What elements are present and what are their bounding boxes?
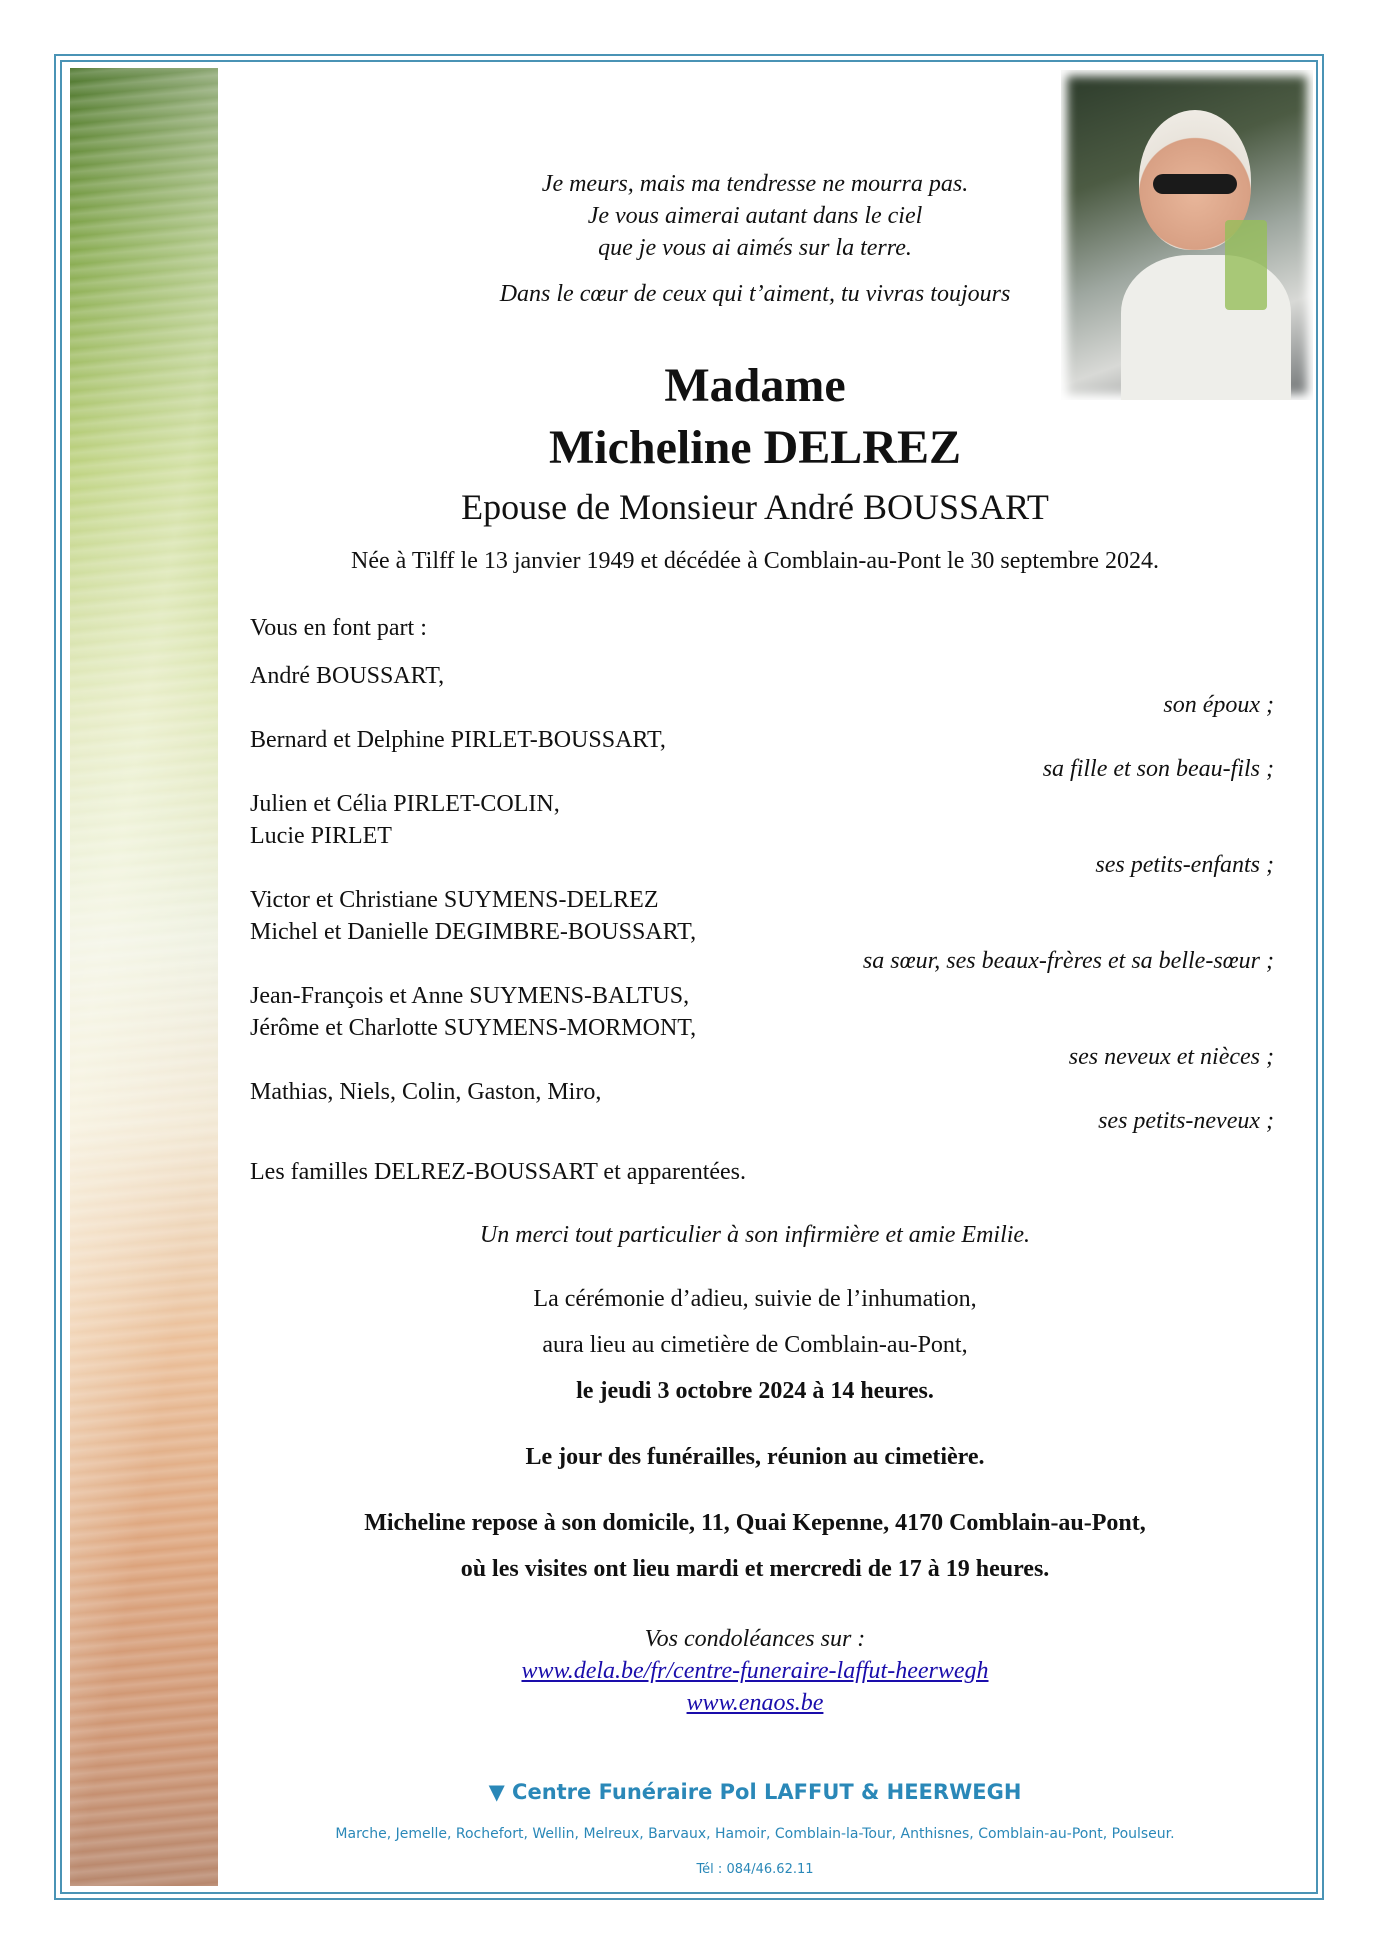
thanks-line: Un merci tout particulier à son infirmière et amie Emilie.	[479, 1222, 1031, 1248]
family-names: André BOUSSART,	[250, 663, 445, 689]
spouse-line: Epouse de Monsieur André BOUSSART	[461, 487, 1049, 527]
condolences-link-2-wrap	[250, 1690, 1260, 1717]
salutation: Madame	[664, 359, 846, 412]
funeral-home-phone: Tél : 084/46.62.11	[696, 1862, 814, 1877]
announce-intro: Vous en font part :	[250, 615, 427, 641]
poem-line: que je vous ai aimés sur la terre.	[598, 235, 912, 261]
family-relation: sa fille et son beau-fils ;	[1042, 756, 1274, 782]
family-names: Jean-François et Anne SUYMENS-BALTUS,	[250, 983, 690, 1009]
family-names: Michel et Danielle DEGIMBRE-BOUSSART,	[250, 919, 697, 945]
forest-path-image	[70, 68, 218, 1886]
ceremony-line-2: aura lieu au cimetière de Comblain-au-Pont,	[542, 1332, 968, 1358]
family-names: Mathias, Niels, Colin, Gaston, Miro,	[250, 1079, 602, 1105]
family-relation: ses petits-neveux ;	[1098, 1108, 1274, 1134]
gathering-line: Le jour des funérailles, réunion au cimetière.	[525, 1444, 985, 1470]
poem	[250, 168, 1260, 264]
family-names: Bernard et Delphine PIRLET-BOUSSART,	[250, 727, 666, 753]
visits-line-1: Micheline repose à son domicile, 11, Quai Kepenne, 4170 Comblain-au-Pont,	[364, 1510, 1146, 1536]
family-names: Jérôme et Charlotte SUYMENS-MORMONT,	[250, 1015, 697, 1041]
families-line: Les familles DELREZ-BOUSSART et apparentées.	[250, 1159, 747, 1185]
funeral-home-cities: Marche, Jemelle, Rochefort, Wellin, Melreux, Barvaux, Hamoir, Comblain-la-Tour, Anthisnes, Comblain-au-Pont, Poulseur.	[335, 1826, 1175, 1842]
family-names: Victor et Christiane SUYMENS-DELREZ	[250, 887, 659, 913]
condolences-link-dela[interactable]: www.dela.be/fr/centre-funeraire-laffut-heerwegh	[521, 1658, 989, 1684]
poem-line: Je meurs, mais ma tendresse ne mourra pas.	[541, 171, 969, 197]
deceased-name: Micheline DELREZ	[548, 421, 961, 474]
family-relation: son époux ;	[1163, 692, 1274, 718]
condolences-link-enaos[interactable]: www.enaos.be	[686, 1690, 824, 1716]
ceremony-line-1: La cérémonie d’adieu, suivie de l’inhumation,	[533, 1286, 977, 1312]
dedication: Dans le cœur de ceux qui t’aiment, tu vivras toujours	[499, 281, 1011, 307]
visits-line-2: où les visites ont lieu mardi et mercredi de 17 à 19 heures.	[460, 1556, 1050, 1582]
poem-line: Je vous aimerai autant dans le ciel	[587, 203, 923, 229]
family-names: Lucie PIRLET	[250, 823, 392, 849]
family-relation: sa sœur, ses beaux-frères et sa belle-sœur ;	[862, 948, 1274, 974]
ceremony-date: le jeudi 3 octobre 2024 à 14 heures.	[576, 1378, 934, 1404]
funeral-home-name: ▼ Centre Funéraire Pol LAFFUT & HEERWEGH	[488, 1780, 1022, 1804]
family-relation: ses petits-enfants ;	[1095, 852, 1274, 878]
condolences-label: Vos condoléances sur :	[644, 1626, 866, 1652]
condolences-link-1-wrap	[250, 1658, 1260, 1685]
family-names: Julien et Célia PIRLET-COLIN,	[250, 791, 560, 817]
birth-death-dates: Née à Tilff le 13 janvier 1949 et décédée à Comblain-au-Pont le 30 septembre 2024.	[350, 548, 1159, 574]
family-relation: ses neveux et nièces ;	[1068, 1044, 1274, 1070]
